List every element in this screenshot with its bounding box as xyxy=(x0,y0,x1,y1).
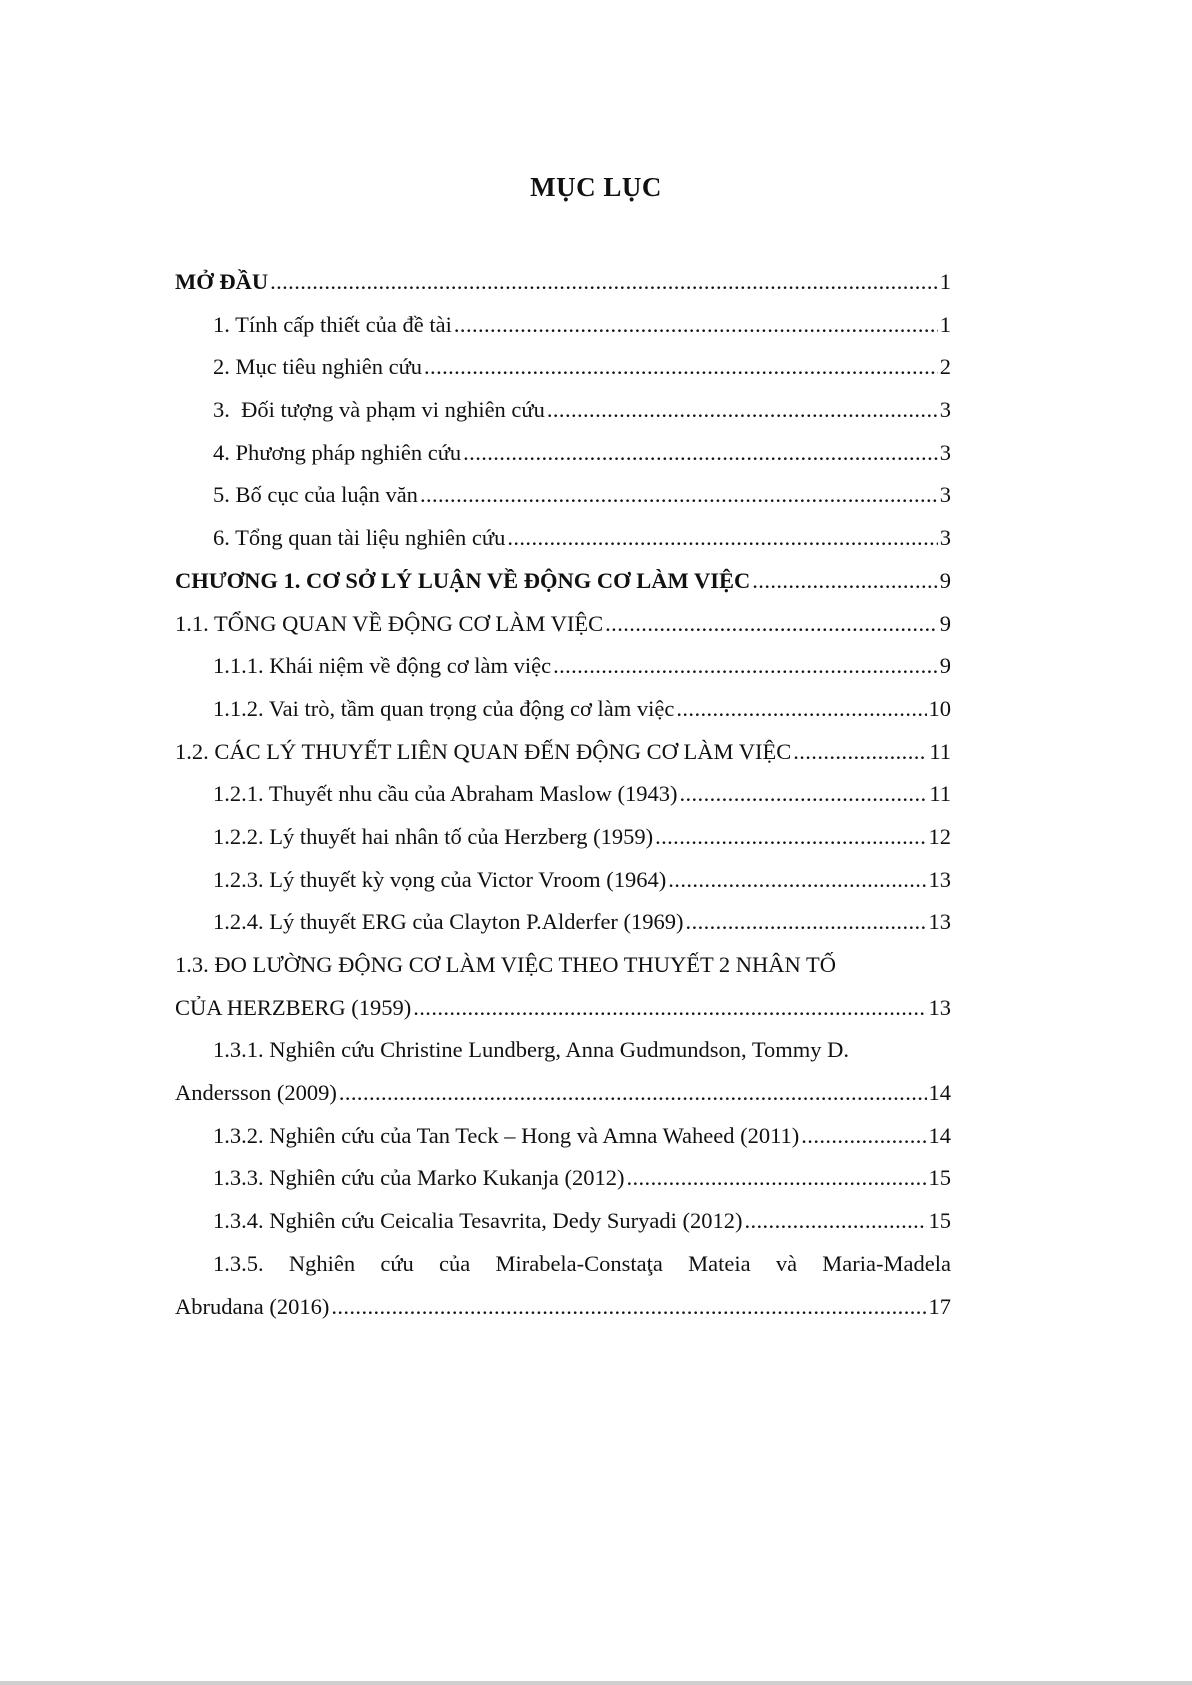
toc-entry-text: 1.3.5. Nghiên cứu của Mirabela-Constaţa Mateia và Maria-Madela xyxy=(213,1250,951,1276)
toc-entry-line1 xyxy=(175,1029,951,1072)
toc-entry-text: Abrudana (2016) xyxy=(175,1293,330,1319)
toc-leader-dots xyxy=(547,389,938,432)
toc-entry-chapter xyxy=(175,560,951,603)
toc-entry-page: 15 xyxy=(928,1165,951,1191)
toc-leader-dots xyxy=(553,645,938,688)
toc-entry-page: 3 xyxy=(939,439,951,465)
toc-entry xyxy=(175,304,951,347)
toc-entry-text: 1.1.1. Khái niệm về động cơ làm việc xyxy=(213,653,552,679)
toc-leader-dots xyxy=(463,432,938,475)
toc-leader-dots xyxy=(424,346,938,389)
toc-entry-page: 1 xyxy=(939,269,951,294)
toc-leader-dots xyxy=(507,517,937,560)
toc-leader-dots xyxy=(454,304,938,347)
toc-entry-text: 1.2.2. Lý thuyết hai nhân tố của Herzberg (1959) xyxy=(213,823,654,849)
toc-entry xyxy=(175,688,951,731)
toc-entry-text: 1.3.3. Nghiên cứu của Marko Kukanja (2012) xyxy=(213,1165,625,1191)
toc-entry xyxy=(175,474,951,517)
toc-entry-page: 3 xyxy=(939,482,951,508)
toc-leader-dots xyxy=(752,560,937,603)
toc-entry-text: 1.3.2. Nghiên cứu của Tan Teck – Hong và Amna Waheed (2011) xyxy=(213,1122,800,1148)
toc-entry-text: MỞ ĐẦU xyxy=(175,269,269,294)
toc-leader-dots xyxy=(331,1286,926,1329)
toc-leader-dots xyxy=(655,816,926,859)
toc-entry-text: 1.1. TỔNG QUAN VỀ ĐỘNG CƠ LÀM VIỆC xyxy=(175,610,604,636)
toc-entry-text: CỦA HERZBERG (1959) xyxy=(175,994,412,1020)
toc-entry xyxy=(175,816,951,859)
toc-entry-line2 xyxy=(175,1072,951,1115)
toc-entry xyxy=(175,517,951,560)
toc-entry-page: 9 xyxy=(939,567,951,593)
toc-entry-page: 15 xyxy=(928,1208,951,1234)
toc-entry-text: 1.2.4. Lý thuyết ERG của Clayton P.Alderfer (1969) xyxy=(213,909,684,935)
toc-entry-text: 1.2.3. Lý thuyết kỳ vọng của Victor Vroom (1964) xyxy=(213,866,667,892)
toc-title: MỤC LỤC xyxy=(530,172,662,202)
toc-entry-page: 1 xyxy=(939,311,951,337)
toc-entry-text: 1.2.1. Thuyết nhu cầu của Abraham Maslow (1943) xyxy=(213,781,678,807)
toc-leader-dots xyxy=(420,474,938,517)
toc-leader-dots xyxy=(744,1200,926,1243)
toc-entry-section xyxy=(175,731,951,774)
toc-entry-page: 14 xyxy=(928,1080,951,1106)
toc-entry-page: 11 xyxy=(929,781,951,807)
toc-entry-page: 3 xyxy=(939,397,951,423)
toc-entry-section-line1 xyxy=(175,944,951,987)
toc-leader-dots xyxy=(668,859,926,902)
toc-leader-dots xyxy=(270,261,938,304)
toc-entry-text: 1. Tính cấp thiết của đề tài xyxy=(213,311,452,337)
toc-entry-text: 1.3.1. Nghiên cứu Christine Lundberg, Anna Gudmundson, Tommy D. xyxy=(213,1037,849,1063)
toc-entry-text: 6. Tổng quan tài liệu nghiên cứu xyxy=(213,525,506,551)
toc-entry xyxy=(175,261,951,304)
toc-entry-text: 2. Mục tiêu nghiên cứu xyxy=(213,354,423,380)
toc-leader-dots xyxy=(679,773,927,816)
toc-leader-dots xyxy=(676,688,926,731)
toc-entry-line2 xyxy=(175,1286,951,1329)
toc-entry-text: 4. Phương pháp nghiên cứu xyxy=(213,439,462,465)
toc-entry-text: 3. Đối tượng và phạm vi nghiên cứu xyxy=(213,397,545,423)
toc-entry-page: 3 xyxy=(939,525,951,551)
toc-entry-text: 1.3. ĐO LƯỜNG ĐỘNG CƠ LÀM VIỆC THEO THUYẾT 2 NHÂN TỐ xyxy=(175,952,836,977)
toc-entry-page: 13 xyxy=(928,866,951,892)
toc-entry-section xyxy=(175,603,951,646)
toc-entry-page: 17 xyxy=(928,1293,951,1319)
toc-entry-text: 1.1.2. Vai trò, tầm quan trọng của động cơ làm việc xyxy=(213,695,675,721)
toc-leader-dots xyxy=(793,731,927,774)
toc-entry xyxy=(175,773,951,816)
toc-entry-text: 5. Bố cục của luận văn xyxy=(213,482,418,508)
toc-entry-section-line2 xyxy=(175,987,951,1030)
toc-leader-dots xyxy=(686,901,927,944)
toc-entry-page: 9 xyxy=(939,610,951,636)
toc-entry xyxy=(175,645,951,688)
toc-entry xyxy=(175,901,951,944)
table-of-contents xyxy=(175,261,951,1328)
toc-entry-page: 10 xyxy=(928,695,951,721)
toc-entry-page: 9 xyxy=(939,653,951,679)
toc-entry-page: 2 xyxy=(939,354,951,380)
toc-entry-text: Andersson (2009) xyxy=(175,1080,337,1106)
toc-leader-dots xyxy=(605,603,938,646)
toc-entry xyxy=(175,346,951,389)
page-bottom-edge xyxy=(0,1681,1192,1685)
toc-leader-dots xyxy=(801,1115,926,1158)
toc-entry xyxy=(175,432,951,475)
toc-leader-dots xyxy=(626,1157,926,1200)
toc-leader-dots xyxy=(413,987,926,1030)
toc-entry-page: 14 xyxy=(928,1122,951,1148)
toc-entry xyxy=(175,1115,951,1158)
toc-entry xyxy=(175,859,951,902)
toc-entry-page: 13 xyxy=(928,909,951,935)
toc-entry-line1 xyxy=(175,1243,951,1286)
toc-entry-text: CHƯƠNG 1. CƠ SỞ LÝ LUẬN VỀ ĐỘNG CƠ LÀM VIỆC xyxy=(175,567,751,593)
toc-entry xyxy=(175,1200,951,1243)
toc-entry xyxy=(175,389,951,432)
toc-entry-text: 1.3.4. Nghiên cứu Ceicalia Tesavrita, Dedy Suryadi (2012) xyxy=(213,1208,743,1234)
toc-leader-dots xyxy=(339,1072,927,1115)
toc-entry-page: 13 xyxy=(928,994,951,1020)
toc-entry xyxy=(175,1157,951,1200)
toc-entry-page: 12 xyxy=(928,823,951,849)
toc-entry-page: 11 xyxy=(929,738,951,764)
toc-entry-text: 1.2. CÁC LÝ THUYẾT LIÊN QUAN ĐẾN ĐỘNG CƠ LÀM VIỆC xyxy=(175,738,792,764)
